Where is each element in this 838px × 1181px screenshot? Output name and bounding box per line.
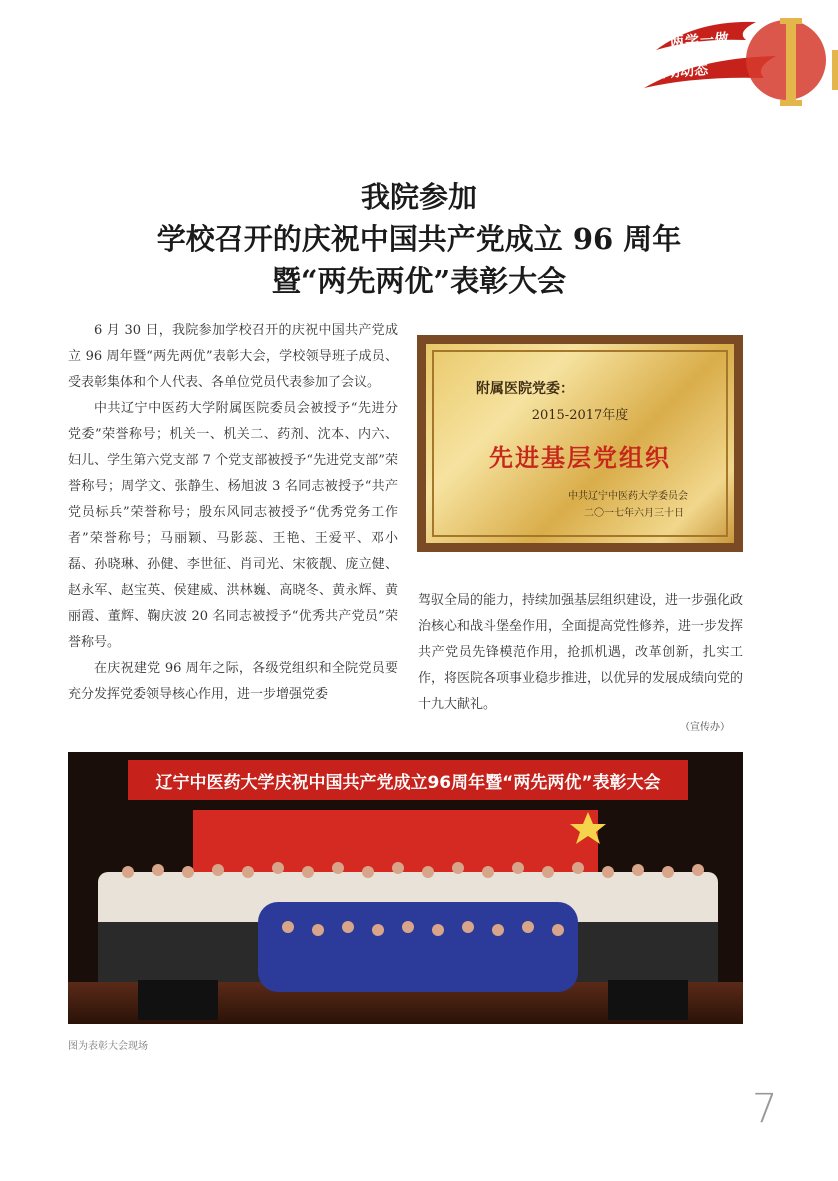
article-title-line2: 学校召开的庆祝中国共产党成立 96 周年	[156, 222, 682, 256]
audience-crowd-graphic	[68, 752, 743, 1024]
award-plaque-image	[417, 335, 743, 552]
plaque-issuer: 中共辽宁中医药大学委员会	[568, 491, 688, 502]
paragraph: 中共辽宁中医药大学附属医院委员会被授予“先进分党委”荣誉称号；机关一、机关二、药剂、沈本、内六、妇儿、学生第六党支部 7 个党支部被授予“先进党支部”荣誉称号；周学文、张静生、杨旭波 3 名同志被授予“共产党员标兵”荣誉称号；殷东风同志被授予“优秀党务工作者”荣誉称号；马丽颖、马影蕊、王艳、王爱平、邓小磊、孙晓琳、孙健、李世征、肖司光、宋筱靓、庞立健、赵永军、赵宝英、侯建威、洪林巍、高晓冬、黄永辉、黄丽霞、董辉、鞠庆波 20 名同志被授予“优秀共产党员”荣誉称号。	[68, 401, 398, 650]
article-signature: （宣传办）	[680, 722, 730, 733]
photo-caption: 图为表彰大会现场	[68, 1041, 148, 1052]
plaque-date: 二〇一七年六月三十日	[584, 508, 684, 519]
paragraph: 驾驭全局的能力，持续加强基层组织建设，进一步强化政治核心和战斗堡垒作用，全面提高党性修养，进一步发挥共产党员先锋模范作用，抢抓机遇，改革创新，扎实工作，将医院各项事业稳步推进，以优异的发展成绩向党的十九大献礼。	[418, 593, 744, 712]
plaque-recipient: 附属医院党委：	[476, 381, 574, 397]
header-ribbon-graphic	[636, 10, 838, 110]
page-number: 7	[752, 1086, 778, 1132]
article-body-left	[68, 318, 398, 708]
ceremony-photo	[68, 752, 743, 1024]
plaque-gold-panel	[426, 344, 734, 543]
article-title-line1: 我院参加	[360, 180, 477, 214]
plaque-year: 2015-2017年度	[531, 408, 629, 423]
article-title-line3: 暨“两先两优”表彰大会	[271, 264, 567, 298]
ribbon-subtitle: 活动动态	[651, 62, 709, 82]
paragraph: 6 月 30 日，我院参加学校召开的庆祝中国共产党成立 96 周年暨“两先两优”表彰大会，学校领导班子成员、受表彰集体和个人代表、各单位党员代表参加了会议。	[68, 323, 398, 390]
ribbon-title: 两学一做	[669, 30, 731, 52]
plaque-award-title: 先进基层党组织	[489, 443, 671, 472]
article-body-right	[418, 588, 743, 718]
photo-banner-text: 辽宁中医药大学庆祝中国共产党成立96周年暨“两先两优”表彰大会	[155, 773, 661, 793]
paragraph: 在庆祝建党 96 周年之际，各级党组织和全院党员要充分发挥党委领导核心作用，进一步增强党委	[68, 661, 398, 702]
